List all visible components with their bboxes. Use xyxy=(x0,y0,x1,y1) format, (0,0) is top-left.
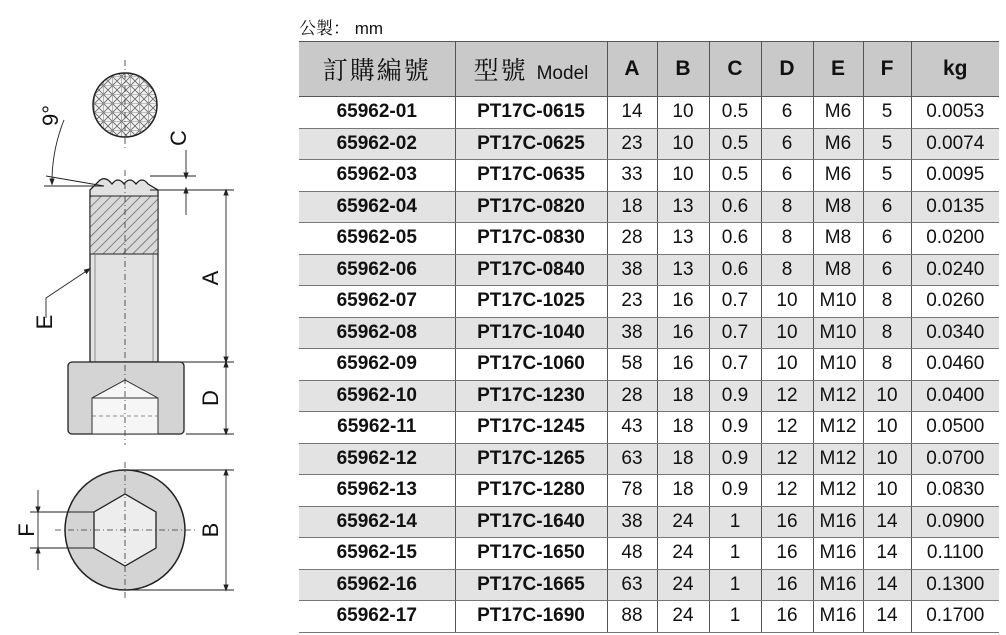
cell-b: 10 xyxy=(657,160,709,192)
header-a: A xyxy=(607,42,657,97)
cell-b: 10 xyxy=(657,97,709,129)
header-d: D xyxy=(761,42,813,97)
cell-a: 58 xyxy=(607,349,657,381)
cell-f: 8 xyxy=(863,286,911,318)
cell-a: 14 xyxy=(607,97,657,129)
table-body xyxy=(299,97,999,633)
cell-d: 10 xyxy=(761,286,813,318)
cell-order-no: 65962-11 xyxy=(299,412,455,444)
cell-order-no: 65962-07 xyxy=(299,286,455,318)
cell-d: 6 xyxy=(761,160,813,192)
cell-model: PT17C-0830 xyxy=(455,223,607,255)
cell-d: 8 xyxy=(761,191,813,223)
cell-kg: 0.0135 xyxy=(911,191,999,223)
cell-e: M10 xyxy=(813,317,863,349)
cell-c: 0.6 xyxy=(709,191,761,223)
cell-kg: 0.0460 xyxy=(911,349,999,381)
cell-a: 18 xyxy=(607,191,657,223)
cell-c: 1 xyxy=(709,506,761,538)
header-kg: kg xyxy=(911,42,999,97)
header-f: F xyxy=(863,42,911,97)
cell-f: 6 xyxy=(863,223,911,255)
cell-c: 0.5 xyxy=(709,97,761,129)
cell-f: 14 xyxy=(863,601,911,633)
cell-c: 0.6 xyxy=(709,254,761,286)
cell-order-no: 65962-17 xyxy=(299,601,455,633)
dim-label-c: C xyxy=(166,130,191,146)
cell-c: 1 xyxy=(709,569,761,601)
cell-e: M10 xyxy=(813,286,863,318)
cell-model: PT17C-1280 xyxy=(455,475,607,507)
cell-b: 13 xyxy=(657,254,709,286)
cell-b: 18 xyxy=(657,475,709,507)
table-row xyxy=(299,380,999,412)
cell-a: 38 xyxy=(607,506,657,538)
cell-d: 6 xyxy=(761,97,813,129)
cell-c: 0.9 xyxy=(709,412,761,444)
dim-label-angle: 9° xyxy=(38,104,63,126)
cell-a: 28 xyxy=(607,223,657,255)
cell-order-no: 65962-06 xyxy=(299,254,455,286)
cell-f: 10 xyxy=(863,412,911,444)
cell-kg: 0.0340 xyxy=(911,317,999,349)
cell-kg: 0.1700 xyxy=(911,601,999,633)
cell-c: 0.5 xyxy=(709,128,761,160)
cell-c: 0.9 xyxy=(709,475,761,507)
cell-d: 12 xyxy=(761,380,813,412)
header-b: B xyxy=(657,42,709,97)
cell-b: 18 xyxy=(657,412,709,444)
cell-a: 23 xyxy=(607,128,657,160)
cell-model: PT17C-1230 xyxy=(455,380,607,412)
cell-a: 28 xyxy=(607,380,657,412)
cell-f: 8 xyxy=(863,317,911,349)
cell-order-no: 65962-05 xyxy=(299,223,455,255)
cell-e: M8 xyxy=(813,191,863,223)
dim-label-a: A xyxy=(198,270,223,286)
cell-a: 43 xyxy=(607,412,657,444)
table-row xyxy=(299,569,999,601)
cell-model: PT17C-1650 xyxy=(455,538,607,570)
cell-a: 48 xyxy=(607,538,657,570)
cell-model: PT17C-1665 xyxy=(455,569,607,601)
cell-order-no: 65962-01 xyxy=(299,97,455,129)
cell-kg: 0.0240 xyxy=(911,254,999,286)
side-view-shank xyxy=(90,179,158,362)
cell-d: 6 xyxy=(761,128,813,160)
cell-order-no: 65962-10 xyxy=(299,380,455,412)
cell-kg: 0.0400 xyxy=(911,380,999,412)
cell-d: 8 xyxy=(761,223,813,255)
cell-b: 24 xyxy=(657,506,709,538)
cell-model: PT17C-0840 xyxy=(455,254,607,286)
cell-kg: 0.1100 xyxy=(911,538,999,570)
table-row xyxy=(299,475,999,507)
cell-e: M12 xyxy=(813,412,863,444)
cell-c: 1 xyxy=(709,538,761,570)
table-row xyxy=(299,538,999,570)
cell-e: M16 xyxy=(813,506,863,538)
cell-f: 14 xyxy=(863,538,911,570)
cell-kg: 0.0500 xyxy=(911,412,999,444)
cell-order-no: 65962-02 xyxy=(299,128,455,160)
cell-model: PT17C-0635 xyxy=(455,160,607,192)
cell-model: PT17C-0820 xyxy=(455,191,607,223)
table-row xyxy=(299,506,999,538)
cell-c: 0.5 xyxy=(709,160,761,192)
table-row xyxy=(299,128,999,160)
cell-b: 16 xyxy=(657,286,709,318)
cell-e: M10 xyxy=(813,349,863,381)
header-e: E xyxy=(813,42,863,97)
cell-kg: 0.1300 xyxy=(911,569,999,601)
cell-f: 8 xyxy=(863,349,911,381)
cell-a: 63 xyxy=(607,569,657,601)
cell-b: 24 xyxy=(657,538,709,570)
cell-kg: 0.0830 xyxy=(911,475,999,507)
header-order-no: 訂購編號 xyxy=(299,42,455,97)
cell-c: 0.6 xyxy=(709,223,761,255)
cell-kg: 0.0260 xyxy=(911,286,999,318)
header-model xyxy=(455,42,607,97)
cell-order-no: 65962-16 xyxy=(299,569,455,601)
cell-d: 12 xyxy=(761,475,813,507)
cell-f: 5 xyxy=(863,128,911,160)
cell-model: PT17C-1640 xyxy=(455,506,607,538)
cell-model: PT17C-1245 xyxy=(455,412,607,444)
header-c: C xyxy=(709,42,761,97)
cell-model: PT17C-1040 xyxy=(455,317,607,349)
table-row xyxy=(299,601,999,633)
cell-a: 63 xyxy=(607,443,657,475)
table-row xyxy=(299,223,999,255)
cell-f: 6 xyxy=(863,254,911,286)
cell-c: 1 xyxy=(709,601,761,633)
header-model-cjk: 型號 xyxy=(473,57,528,85)
table-row xyxy=(299,286,999,318)
cell-d: 8 xyxy=(761,254,813,286)
cell-a: 23 xyxy=(607,286,657,318)
technical-drawing xyxy=(0,0,300,635)
cell-b: 18 xyxy=(657,443,709,475)
cell-b: 16 xyxy=(657,317,709,349)
cell-e: M16 xyxy=(813,601,863,633)
cell-d: 16 xyxy=(761,601,813,633)
table-header-row xyxy=(299,42,999,97)
cell-f: 14 xyxy=(863,506,911,538)
cell-c: 0.7 xyxy=(709,349,761,381)
cell-a: 88 xyxy=(607,601,657,633)
cell-e: M16 xyxy=(813,538,863,570)
cell-e: M8 xyxy=(813,254,863,286)
cell-e: M12 xyxy=(813,475,863,507)
cell-order-no: 65962-15 xyxy=(299,538,455,570)
cell-e: M8 xyxy=(813,223,863,255)
table-row xyxy=(299,412,999,444)
cell-e: M12 xyxy=(813,443,863,475)
cell-kg: 0.0700 xyxy=(911,443,999,475)
cell-e: M16 xyxy=(813,569,863,601)
cell-order-no: 65962-09 xyxy=(299,349,455,381)
cell-c: 0.7 xyxy=(709,286,761,318)
table-row xyxy=(299,254,999,286)
cell-kg: 0.0900 xyxy=(911,506,999,538)
side-view-head xyxy=(68,362,184,434)
cell-f: 10 xyxy=(863,475,911,507)
cell-kg: 0.0200 xyxy=(911,223,999,255)
cell-b: 24 xyxy=(657,569,709,601)
table-row xyxy=(299,317,999,349)
cell-a: 78 xyxy=(607,475,657,507)
cell-d: 16 xyxy=(761,569,813,601)
cell-d: 16 xyxy=(761,538,813,570)
cell-b: 18 xyxy=(657,380,709,412)
cell-order-no: 65962-04 xyxy=(299,191,455,223)
dim-label-d: D xyxy=(198,390,223,406)
cell-f: 10 xyxy=(863,380,911,412)
cell-d: 16 xyxy=(761,506,813,538)
cell-b: 13 xyxy=(657,191,709,223)
unit-label: 公製： mm xyxy=(299,19,384,38)
cell-model: PT17C-1060 xyxy=(455,349,607,381)
cell-order-no: 65962-13 xyxy=(299,475,455,507)
table-row xyxy=(299,191,999,223)
cell-f: 5 xyxy=(863,160,911,192)
cell-b: 24 xyxy=(657,601,709,633)
cell-kg: 0.0053 xyxy=(911,97,999,129)
cell-model: PT17C-0625 xyxy=(455,128,607,160)
header-model-en: Model xyxy=(536,63,589,84)
cell-e: M6 xyxy=(813,97,863,129)
cell-c: 0.9 xyxy=(709,443,761,475)
dim-label-f: F xyxy=(14,523,39,537)
cell-d: 10 xyxy=(761,317,813,349)
cell-b: 13 xyxy=(657,223,709,255)
cell-model: PT17C-1265 xyxy=(455,443,607,475)
cell-a: 38 xyxy=(607,254,657,286)
dim-label-b: B xyxy=(198,522,223,538)
cell-e: M6 xyxy=(813,160,863,192)
cell-a: 33 xyxy=(607,160,657,192)
cell-f: 5 xyxy=(863,97,911,129)
cell-d: 12 xyxy=(761,443,813,475)
cell-b: 16 xyxy=(657,349,709,381)
table-row xyxy=(299,443,999,475)
cell-model: PT17C-0615 xyxy=(455,97,607,129)
cell-b: 10 xyxy=(657,128,709,160)
cell-model: PT17C-1690 xyxy=(455,601,607,633)
cell-kg: 0.0095 xyxy=(911,160,999,192)
cell-c: 0.7 xyxy=(709,317,761,349)
table-row xyxy=(299,349,999,381)
cell-order-no: 65962-03 xyxy=(299,160,455,192)
spec-table xyxy=(299,41,999,633)
dim-label-e: E xyxy=(32,314,57,330)
cell-e: M6 xyxy=(813,128,863,160)
cell-d: 10 xyxy=(761,349,813,381)
cell-e: M12 xyxy=(813,380,863,412)
cell-f: 14 xyxy=(863,569,911,601)
cell-model: PT17C-1025 xyxy=(455,286,607,318)
cell-kg: 0.0074 xyxy=(911,128,999,160)
cell-f: 10 xyxy=(863,443,911,475)
cell-order-no: 65962-08 xyxy=(299,317,455,349)
cell-order-no: 65962-12 xyxy=(299,443,455,475)
table-row xyxy=(299,160,999,192)
cell-c: 0.9 xyxy=(709,380,761,412)
cell-f: 6 xyxy=(863,191,911,223)
table-row xyxy=(299,97,999,129)
cell-a: 38 xyxy=(607,317,657,349)
cell-order-no: 65962-14 xyxy=(299,506,455,538)
cell-d: 12 xyxy=(761,412,813,444)
